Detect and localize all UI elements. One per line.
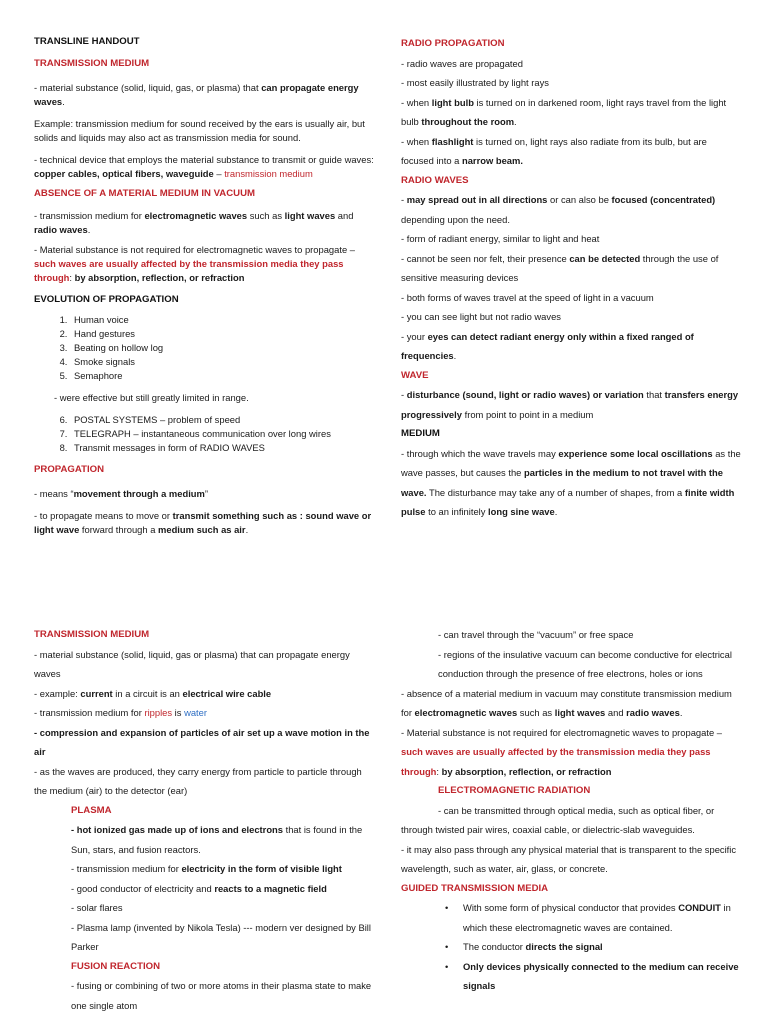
rw-spread: - may spread out in all directions or can also be focused (concentrated) depending upon the need. [401, 194, 716, 225]
plasma-magnetic: - good conductor of electricity and reacts to a magnetic field [71, 882, 327, 894]
tm2-definition: - material substance (solid, liquid, gas or plasma) that can propagate energy waves [34, 648, 350, 679]
rw-detected: - cannot be seen nor felt, their presence can be detected through the use of sensitive measuring devices [401, 252, 719, 283]
rp-line-1: - radio waves are propagated [401, 57, 523, 69]
tm-definition: - material substance (solid, liquid, gas, or plasma) that can propagate energy waves. [34, 82, 359, 107]
plasma-solar-flares: - solar flares [71, 902, 123, 913]
absence-vacuum-2: - absence of a material medium in vacuum may constitute transmission medium for electromagnetic waves such as light waves and radio waves. [401, 687, 732, 718]
rw-speed-of-light: - both forms of waves travel at the speed of light in a vacuum [401, 291, 654, 303]
handout-page-2 [0, 600, 768, 1024]
list-item [401, 957, 741, 996]
vacuum-conductive: - regions of the insulative vacuum can become conductive for electrical conduction through the presence of free electrons, holes or ions [438, 648, 732, 679]
heading-radio-waves: RADIO WAVES [401, 174, 469, 186]
guided-connected: Only devices physically connected to the medium can receive signals [463, 960, 739, 991]
rw-radiant-energy: - form of radiant energy, similar to light and heat [401, 233, 600, 244]
fusion-definition: - fusing or combining of two or more atoms in their plasma state to make one single atom [71, 980, 372, 1011]
heading-plasma: PLASMA [71, 804, 112, 816]
heading-transmission-medium: TRANSMISSION MEDIUM [34, 58, 150, 69]
heading-guided-media: GUIDED TRANSMISSION MEDIA [401, 882, 549, 894]
emr-transparent: - it may also pass through any physical material that is transparent to the specific wavelength, such as water, air, glass, or concrete. [401, 843, 737, 874]
rp-line-2: - most easily illustrated by light rays [401, 77, 549, 88]
list-item: 6. POSTAL SYSTEMS – problem of speed [70, 413, 374, 427]
page1-left-column [34, 35, 374, 537]
list-item: 2. Hand gestures [70, 327, 374, 341]
heading-absence-vacuum: ABSENCE OF A MATERIAL MEDIUM IN VACUUM [34, 188, 256, 199]
rp-light-bulb: - when light bulb is turned on in darkened room, light rays travel from the light bulb throughout the room. [401, 96, 727, 127]
heading-radio-propagation: RADIO PROPAGATION [401, 38, 505, 49]
list-item [401, 898, 741, 937]
evolution-limited-note: - were effective but still greatly limited in range. [54, 392, 249, 403]
material-not-required-2: - Material substance is not required for electromagnetic waves to propagate – such waves are usually affected by the transmission media they pass through: by absorption, reflection, or refraction [401, 726, 723, 777]
bullet-icon: • [445, 960, 449, 972]
heading-fusion-reaction: FUSION REACTION [71, 960, 161, 972]
plasma-lamp: - Plasma lamp (invented by Nikola Tesla) --- modern ver designed by Bill Parker [71, 921, 371, 952]
tm-device: - technical device that employs the material substance to transmit or guide waves: copper cables, optical fibers, waveguide – transmission medium [34, 154, 374, 179]
heading-transmission-medium-2: TRANSMISSION MEDIUM [34, 629, 150, 640]
list-item [401, 937, 741, 957]
list-item: 3. Beating on hollow log [70, 341, 374, 355]
list-item: 4. Smoke signals [70, 355, 374, 369]
tm2-energy-transfer: - as the waves are produced, they carry energy from particle to particle through the medium (air) to the detector (ear) [34, 765, 362, 796]
handout-title: TRANSLINE HANDOUT [34, 36, 140, 47]
to-propagate: - to propagate means to move or transmit something such as : sound wave or light wave forward through a medium such as air. [34, 510, 372, 535]
heading-wave: WAVE [401, 369, 429, 381]
page2-right-column [401, 625, 741, 996]
bullet-icon: • [445, 941, 449, 952]
list-item: 7. TELEGRAPH – instantaneous communication over long wires [70, 427, 374, 441]
page1-right-column [401, 34, 741, 522]
bullet-icon: • [445, 902, 449, 913]
list-item: 8. Transmit messages in form of RADIO WAVES [70, 441, 374, 455]
material-not-required: - Material substance is not required for electromagnetic waves to propagate – such waves are usually affected by the transmission media they pass through: by absorption, reflection, or refraction [34, 244, 356, 283]
heading-electromagnetic-radiation: ELECTROMAGNETIC RADIATION [438, 785, 591, 796]
medium-definition: - through which the wave travels may experience some local oscillations as the wave passes, but causes the particles in the medium to not travel with the wave. The disturbance may take any of a number of shapes, from a finite width pulse to an infinitely long sine wave. [401, 447, 741, 517]
heading-propagation: PROPAGATION [34, 464, 104, 475]
tm-example: Example: transmission medium for sound received by the ears is usually air, but solids and liquids may also act as transmission media for sound. [34, 118, 365, 143]
guided-conduit: With some form of physical conductor that provides CONDUIT in which these electromagnetic waves are contained. [463, 902, 731, 933]
tm2-ripples: - transmission medium for ripples is water [34, 707, 207, 718]
heading-evolution: EVOLUTION OF PROPAGATION [34, 294, 179, 305]
heading-medium: MEDIUM [401, 428, 440, 439]
list-item: 5. Semaphore [70, 369, 374, 383]
rw-eyes: - your eyes can detect radiant energy only within a fixed ranged of frequencies. [401, 330, 694, 361]
evolution-list-2 [34, 413, 374, 455]
guided-directs: The conductor directs the signal [463, 941, 603, 952]
rp-flashlight: - when flashlight is turned on, light rays also radiate from its bulb, but are focused into a narrow beam. [401, 135, 707, 166]
evolution-list-1 [34, 313, 374, 383]
plasma-visible-light: - transmission medium for electricity in the form of visible light [71, 863, 342, 874]
tm2-compression: - compression and expansion of particles of air set up a wave motion in the air [34, 726, 370, 757]
emr-optical-media: - can be transmitted through optical media, such as optical fiber, or through twisted pair wires, coaxial cable, or dielectric-slab waveguides. [401, 804, 715, 835]
tm2-example: - example: current in a circuit is an electrical wire cable [34, 687, 272, 699]
wave-definition: - disturbance (sound, light or radio waves) or variation that transfers energy progressively from point to point in a medium [401, 389, 739, 420]
propagation-means: - means “movement through a medium” [34, 488, 208, 499]
absence-em-waves: - transmission medium for electromagnetic waves such as light waves and radio waves. [34, 210, 354, 235]
rw-see-light: - you can see light but not radio waves [401, 311, 561, 322]
plasma-ionized: - hot ionized gas made up of ions and electrons that is found in the Sun, stars, and fusion reactors. [71, 824, 363, 855]
vacuum-travel: - can travel through the “vacuum” or free space [438, 629, 634, 640]
page2-left-column [34, 625, 374, 1015]
list-item: 1. Human voice [70, 313, 374, 327]
